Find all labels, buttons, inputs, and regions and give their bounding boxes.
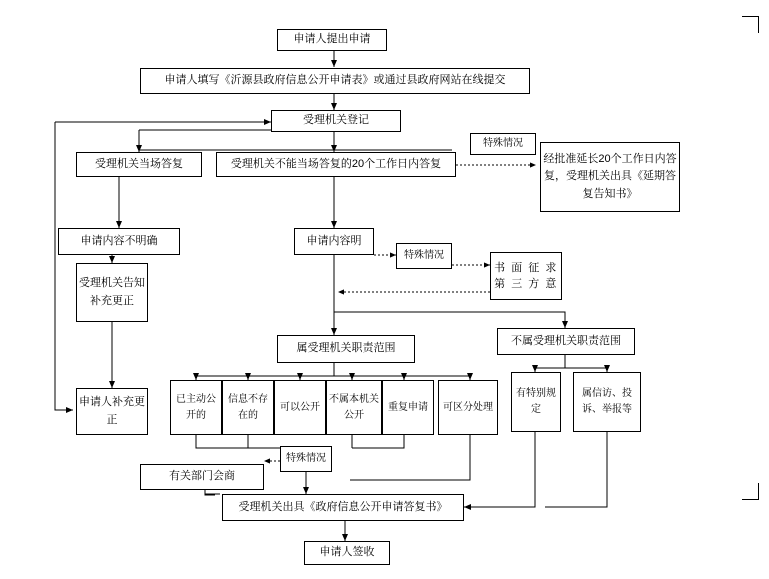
node-third-party-written-opinion: 书 面 征 求 第 三 方 意 — [490, 252, 562, 300]
node-not-this-agency: 不属本机关公开 — [326, 380, 382, 435]
node-petition-complaint: 属信访、投诉、举报等 — [573, 372, 641, 432]
node-request-clear: 申请内容明 — [294, 228, 374, 255]
node-special-case-consult: 特殊情况 — [280, 446, 332, 472]
node-agency-notify-supplement: 受理机关告知补充更正 — [76, 263, 148, 322]
node-fill-application-form: 申请人填写《沂源县政府信息公开申请表》或通过县政府网站在线提交 — [140, 68, 530, 94]
node-agency-registration: 受理机关登记 — [271, 110, 401, 132]
node-reply-within-20-days: 受理机关不能当场答复的20个工作日内答复 — [216, 152, 456, 177]
node-already-public: 已主动公开的 — [170, 380, 222, 435]
node-special-case-third-party: 特殊情况 — [396, 243, 452, 269]
node-request-unclear: 申请内容不明确 — [58, 228, 180, 255]
node-within-agency-duty: 属受理机关职责范围 — [277, 335, 415, 363]
node-applicant-submit: 申请人提出申请 — [277, 29, 387, 51]
node-applicant-supplement: 申请人补充更正 — [76, 388, 148, 435]
node-extended-reply-notice: 经批准延长20个工作日内答复，受理机关出具《延期答复告知书》 — [540, 142, 680, 212]
node-duplicate-request: 重复申请 — [382, 380, 434, 435]
node-info-not-exist: 信息不存在的 — [222, 380, 274, 435]
node-separable-handling: 可区分处理 — [438, 380, 498, 435]
node-special-case-delay: 特殊情况 — [470, 133, 536, 155]
page-corner-mark-bottom-right — [742, 483, 759, 500]
node-outside-agency-duty: 不属受理机关职责范围 — [497, 328, 635, 355]
node-department-consultation: 有关部门会商 — [140, 464, 264, 490]
page-corner-mark-top-right — [742, 16, 759, 33]
node-can-be-public: 可以公开 — [274, 380, 326, 435]
node-special-rules: 有特别规定 — [511, 372, 561, 432]
node-issue-reply-document: 受理机关出具《政府信息公开申请答复书》 — [222, 494, 464, 521]
node-onsite-reply: 受理机关当场答复 — [76, 152, 202, 177]
node-applicant-sign-receipt: 申请人签收 — [304, 541, 390, 565]
